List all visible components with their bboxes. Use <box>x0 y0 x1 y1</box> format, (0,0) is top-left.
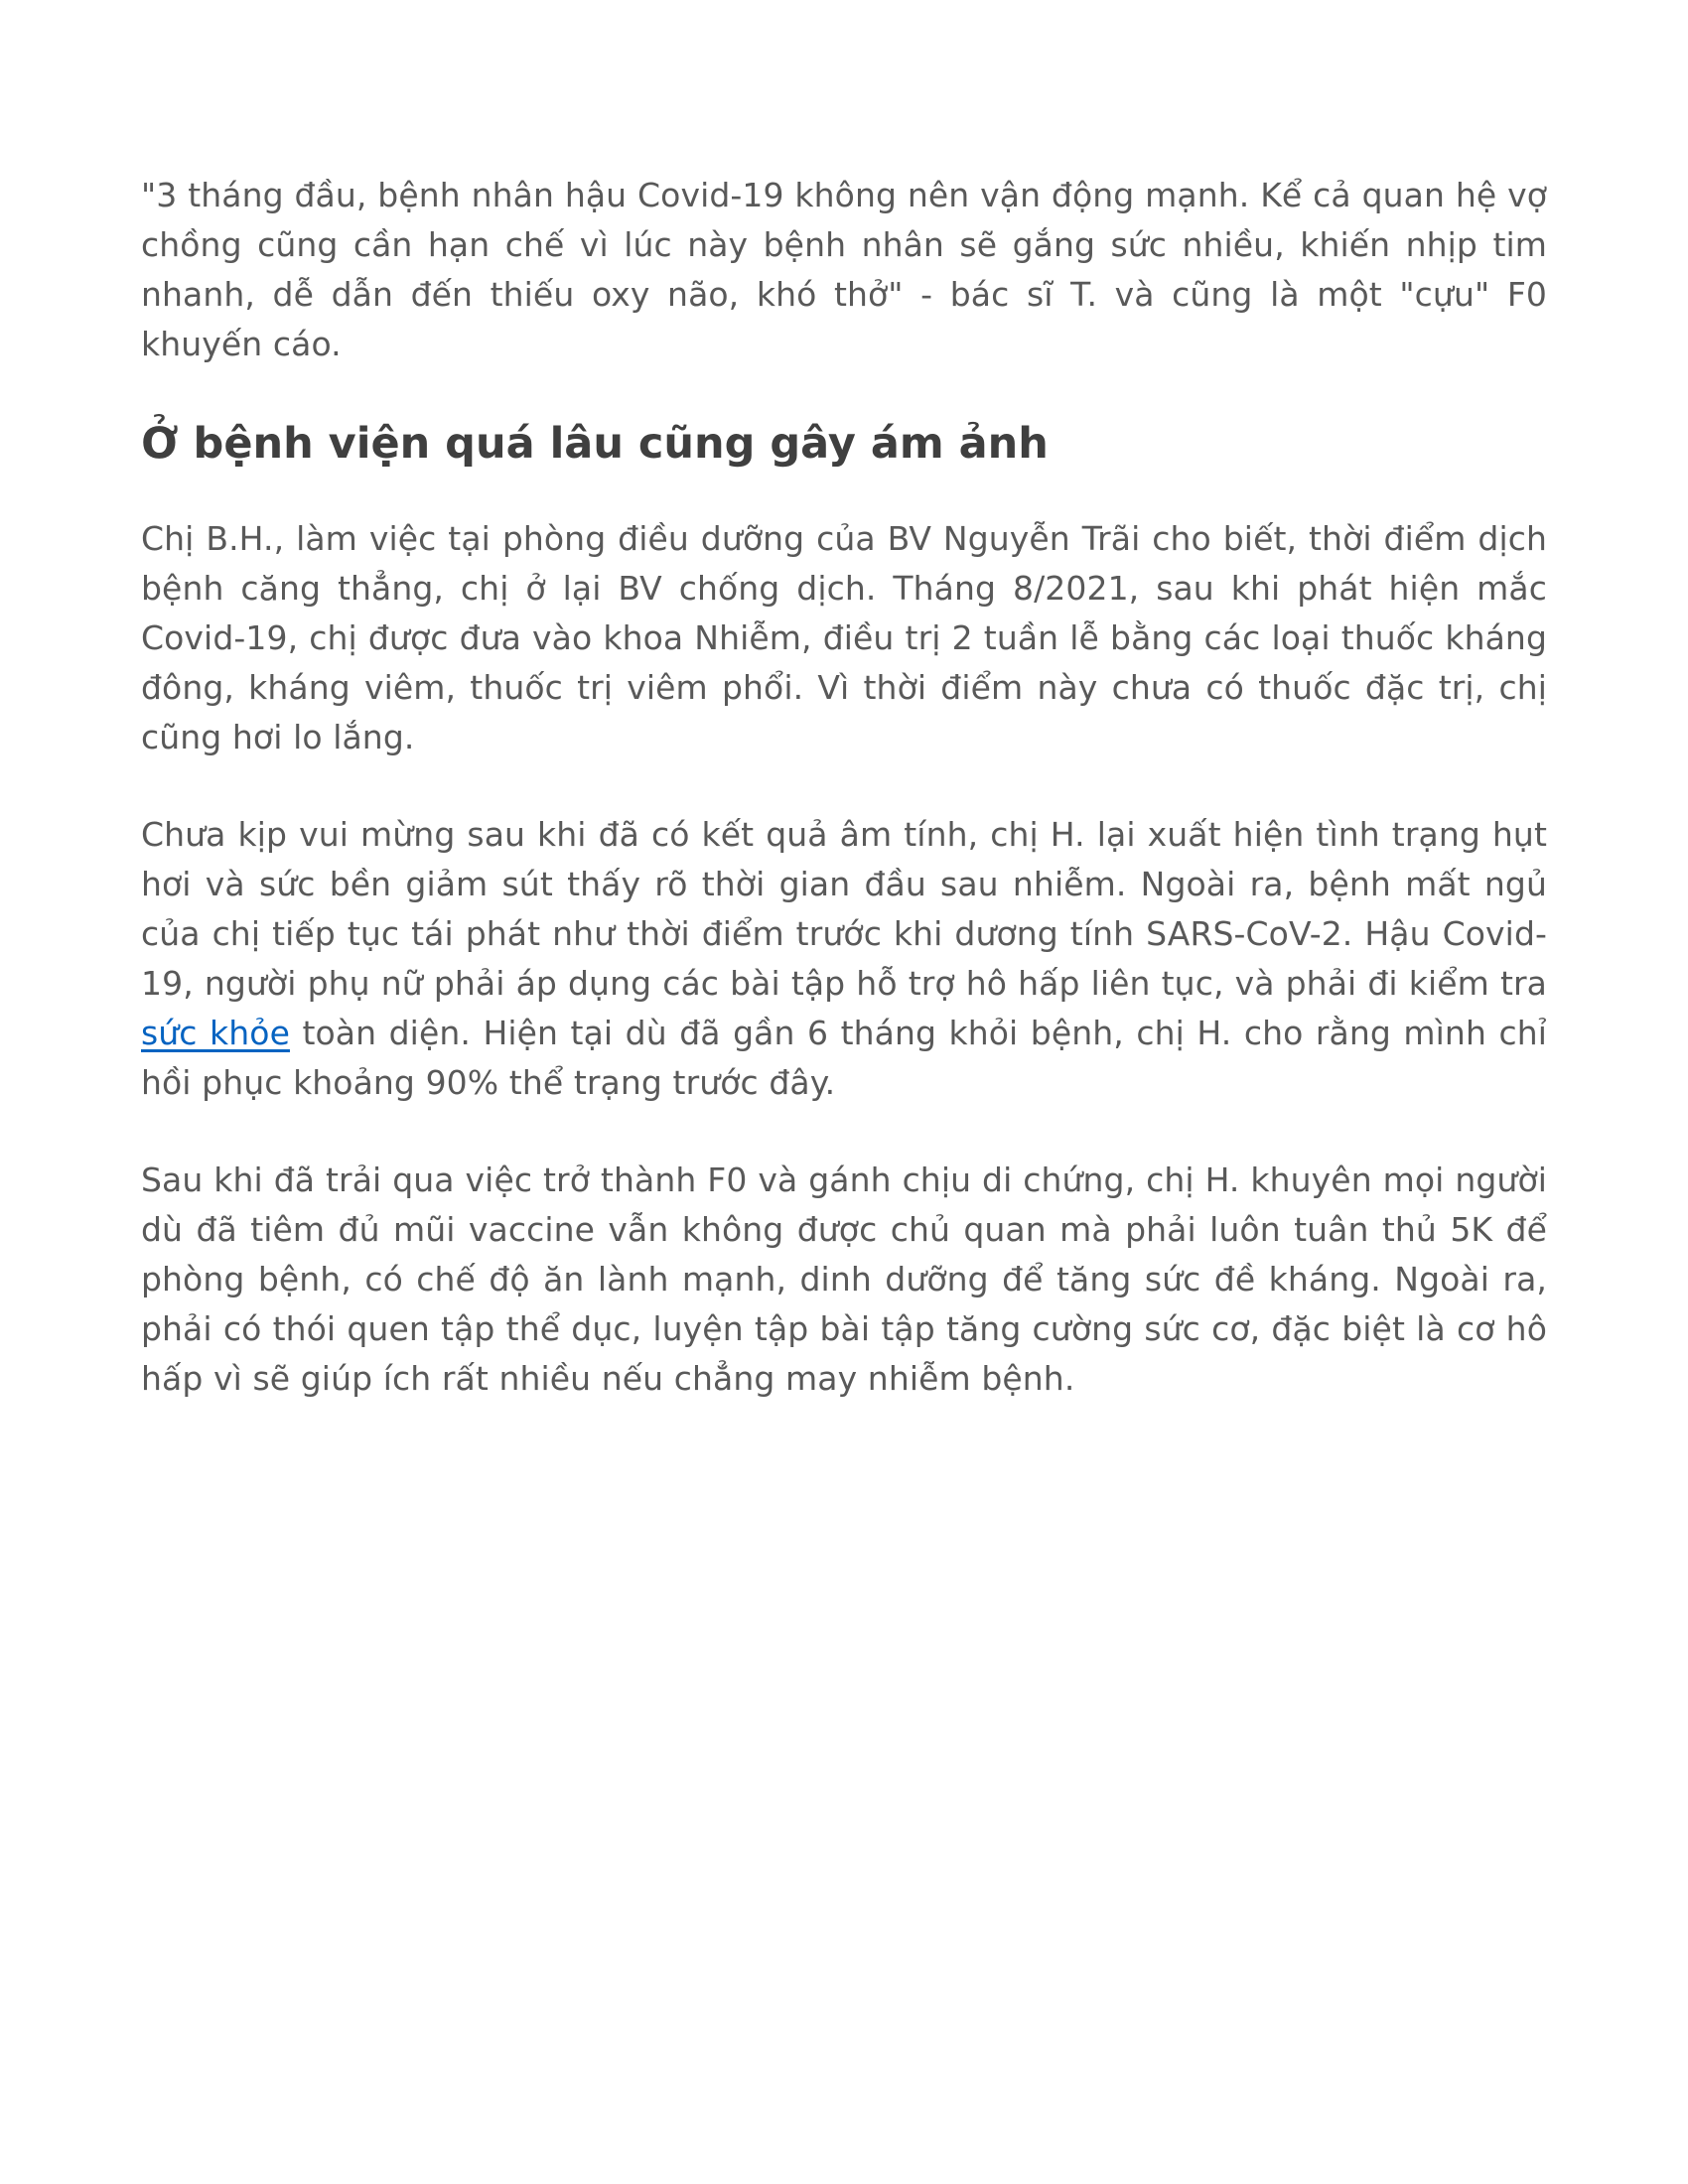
paragraph-recovery-story <box>141 810 1547 1108</box>
paragraph-doctor-quote: "3 tháng đầu, bệnh nhân hậu Covid-19 không nên vận động mạnh. Kể cả quan hệ vợ chồng cũng cần hạn chế vì lúc này bệnh nhân sẽ gắng sức nhiều, khiến nhịp tim nhanh, dễ dẫn đến thiếu oxy não, khó thở" - bác sĩ T. và cũng là một "cựu" F0 khuyến cáo. <box>141 176 1547 363</box>
article-body <box>141 0 1547 1451</box>
suc-khoe-link[interactable]: sức khỏe <box>141 1014 290 1052</box>
paragraph-hospital-story: Chị B.H., làm việc tại phòng điều dưỡng của BV Nguyễn Trãi cho biết, thời điểm dịch bệnh căng thẳng, chị ở lại BV chống dịch. Tháng 8/2021, sau khi phát hiện mắc Covid-19, chị được đưa vào khoa Nhiễm, điều trị 2 tuần lễ bằng các loại thuốc kháng đông, kháng viêm, thuốc trị viêm phổi. Vì thời điểm này chưa có thuốc đặc trị, chị cũng hơi lo lắng. <box>141 519 1547 756</box>
paragraph-advice: Sau khi đã trải qua việc trở thành F0 và gánh chịu di chứng, chị H. khuyên mọi người dù đã tiêm đủ mũi vaccine vẫn không được chủ quan mà phải luôn tuân thủ 5K để phòng bệnh, có chế độ ăn lành mạnh, dinh dưỡng để tăng sức đề kháng. Ngoài ra, phải có thói quen tập thể dục, luyện tập bài tập tăng cường sức cơ, đặc biệt là cơ hô hấp vì sẽ giúp ích rất nhiều nếu chẳng may nhiễm bệnh. <box>141 1160 1547 1398</box>
section-heading: Ở bệnh viện quá lâu cũng gây ám ảnh <box>141 419 1049 469</box>
paragraph-recovery-text-after: toàn diện. Hiện tại dù đã gần 6 tháng khỏi bệnh, chị H. cho rằng mình chỉ hồi phục khoảng 90% thể trạng trước đây. <box>141 1014 1547 1102</box>
paragraph-recovery-text-before: Chưa kịp vui mừng sau khi đã có kết quả âm tính, chị H. lại xuất hiện tình trạng hụt hơi và sức bền giảm sút thấy rõ thời gian đầu sau nhiễm. Ngoài ra, bệnh mất ngủ của chị tiếp tục tái phát như thời điểm trước khi dương tính SARS-CoV-2. Hậu Covid-19, người phụ nữ phải áp dụng các bài tập hỗ trợ hô hấp liên tục, và phải đi kiểm tra <box>141 815 1547 1003</box>
